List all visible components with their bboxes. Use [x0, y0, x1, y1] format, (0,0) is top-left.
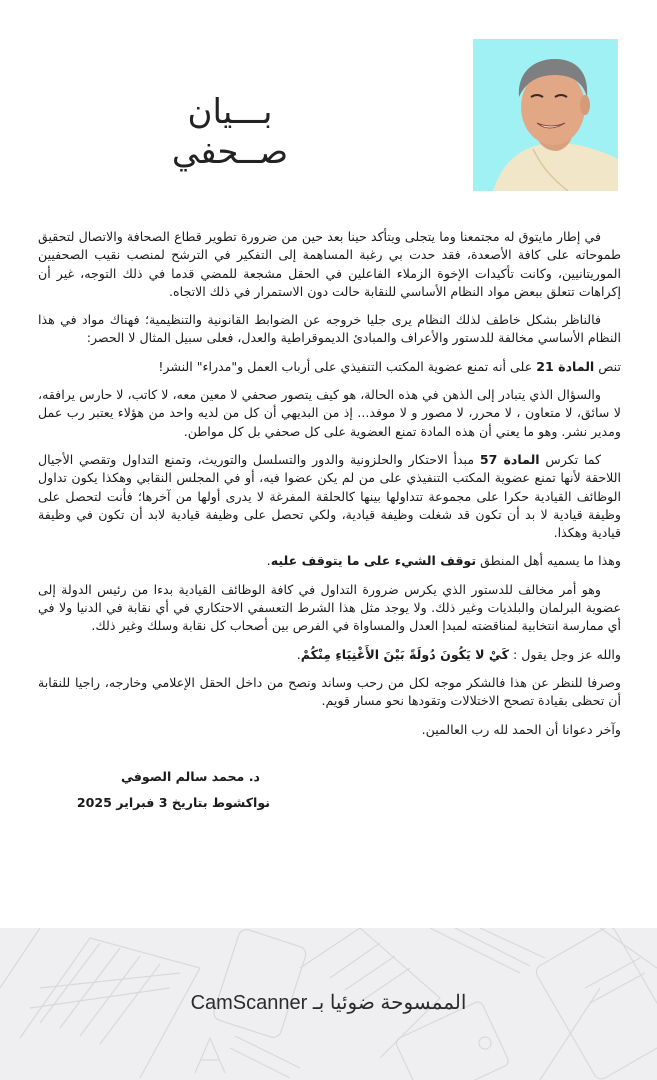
paragraph-quran-quote [38, 646, 621, 664]
paragraph-logic [38, 552, 621, 570]
page-title: بـــيان صــحفي [171, 92, 289, 172]
signature-place-date: نواكشوط بتاريخ 3 فبراير 2025 [76, 795, 270, 810]
quran-verse: كَيْ لا يَكُونَ دُولَةً بَيْنَ الأَغْنِيَاءِ مِنْكُمْ [300, 646, 509, 662]
logic-phrase: توقف الشيء على ما يتوقف عليه [270, 553, 477, 569]
paragraph-thanks: وصرفا للنظر عن هذا فالشكر موجه لكل من رحب وساند ونصح من داخل الحقل الإعلامي وخارجه، راجيا للنقابة أن تحظى بقيادة تصحح الاختلالات وتقودها نحو مسار قويم. [38, 674, 621, 709]
watermark-prefix: الممسوحة ضوئيا بـ [307, 992, 467, 1014]
portrait-image [473, 39, 618, 191]
statement-body [38, 228, 621, 749]
paragraph-closing: وآخر دعوانا أن الحمد لله رب العالمين. [421, 721, 621, 737]
article-57-ref: المادة 57 [479, 451, 540, 467]
camscanner-brand: CamScanner [190, 992, 308, 1014]
paragraph-article-57 [38, 451, 621, 542]
text: والله عز وجل يقول : [509, 646, 621, 662]
text: تنص [594, 358, 621, 374]
text: مبدأ الاحتكار والحلزونية والدور والتسلسل والتوريث، وتمنع التداول وتقصي الأجيال اللاحقة لأنها تمنع عضوية المكتب التنفيذي على من لم يكن عضوا فيه، أو في المجلس النقابي وهكذا يكون تداول الوظائف القيادية حكرا على مجموعة تتداولها بينها كالحلقة المفرغة لا يدرى أولها من آخرها؛ فأنت لتحصل على وظيفة قيادية لا بد أن تكون قد شغلت وظيفة قيادية، ولكي تحصل على وظيفة قيادية لابد أن تكون في وظيفة قيادية وهكذا. [38, 451, 621, 541]
author-photo [473, 39, 618, 191]
article-21-ref: المادة 21 [536, 358, 595, 374]
paragraph-system-critique: فالناظر بشكل خاطف لذلك النظام يرى جليا خروجه عن الضوابط القانونية والتنظيمية؛ فهناك مواد في هذا النظام الأساسي مخالفة للدستور والأعراف والمبادئ الديموقراطية والعدل، فعلى سبيل المثال لا الحصر: [38, 312, 621, 346]
text: . [266, 553, 271, 569]
paragraph-question: والسؤال الذي يتبادر إلى الذهن في هذه الحالة، هو كيف يتصور صحفي لا معين معه، لا كاتب، لا حارس يرافقه، لا سائق، لا متعاون ، لا محرر، لا مصور و لا موفد... إذ من البديهي أن كل من لديه واحد من هؤلاء يعتبر رب عمل ومدير نشر. وهو ما يعني أن هذه المادة تمنع العضوية على كل صحفي بل كل مواطن. [38, 387, 621, 439]
camscanner-footer [0, 928, 657, 1080]
text: وهذا ما يسميه أهل المنطق [476, 553, 621, 569]
signature-block [70, 764, 270, 816]
signature-name: د. محمد سالم الصوفي [120, 769, 260, 784]
paragraph-constitution: وهو أمر مخالف للدستور الذي يكرس ضرورة التداول في كافة الوظائف القيادية بدءا من رئيس الدولة إلى عضوية البرلمان والبلديات وغير ذلك. ولا يوجد مثل هذا الشرط التعسفي الاحتكاري في أي نقابة في الدنيا ولا في أي ممارسة انتخابية لمناقضته لمبدإ العدل والمساواة في الفرص بين أصحاب كل نقابة وسلك وغير ذلك. [38, 581, 621, 634]
camscanner-watermark [0, 990, 657, 1015]
text: على أنه تمنع عضوية المكتب التنفيذي على أرباب العمل و"مدراء" النشر! [158, 358, 537, 374]
paragraph-intro: في إطار مايتوق له مجتمعنا وما يتجلى ويتأكد حينا بعد حين من ضرورة تطوير قطاع الصحافة والاتصال لتحقيق طموحاته على كافة الأصعدة، فقد حدت بي رغبة المساهمة إلى التفكير في الترشح لمنصب نقيب الصحفيين الموريتانيين، وكانت تأكيدات الإخوة الزملاء الفاعلين في الحقل مشجعة للمضي قدما في ذلك التوجه، غير أن إكراهات تتعلق ببعض مواد النظام الأساسي للنقابة حالت دون الاستمرار في ذلك الاتجاه. [38, 229, 621, 299]
paragraph-article-21 [38, 358, 621, 376]
text: كما تكرس [539, 451, 602, 467]
text: . [296, 646, 301, 662]
